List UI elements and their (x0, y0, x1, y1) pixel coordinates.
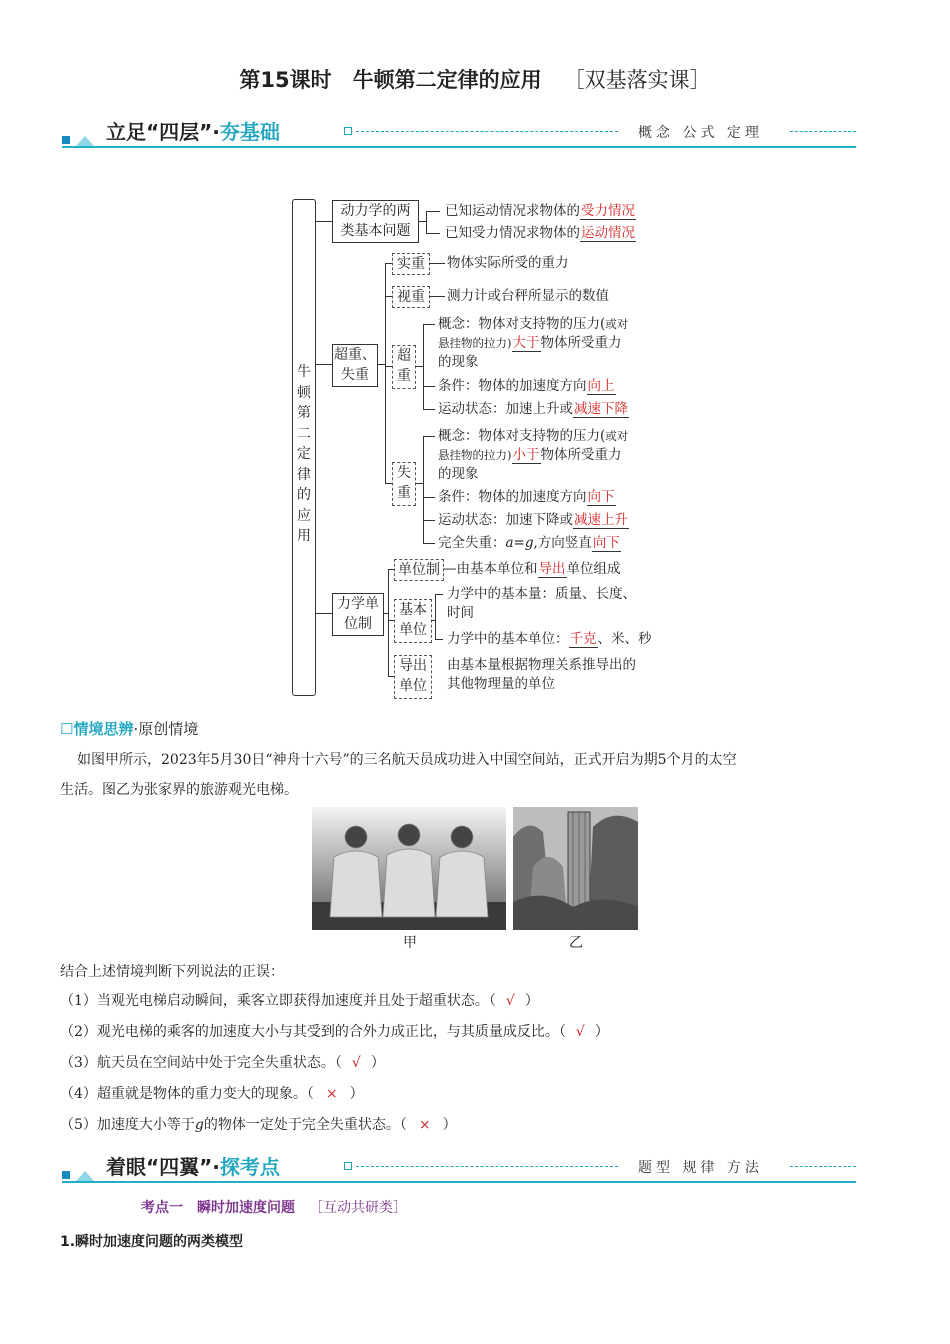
judge-item-4: （4）超重就是物体的重力变大的现象。（ × ） (60, 1086, 364, 1102)
connector (435, 594, 436, 639)
title-tag: ［双基落实课］ (563, 68, 711, 92)
connector (435, 594, 443, 595)
section-underline (62, 146, 856, 148)
dashed-divider (356, 1166, 618, 1167)
subheading: 1.瞬时加速度问题的两类模型 (60, 1234, 244, 1250)
connector (429, 263, 445, 264)
basic-units: 力学中的基本单位：千克、米、秒 (447, 631, 652, 647)
exam-point-title: 考点一 瞬时加速度问题 ［互动共研类］ (141, 1200, 407, 1216)
basic-quantities: 力学中的基本量：质量、长度、 (447, 586, 636, 602)
photo-astronauts (312, 807, 506, 930)
connector (426, 233, 440, 234)
overweight-condition: 条件：物体的加速度方向向上 (438, 378, 615, 394)
node-basic-unit: 基本 单位 (394, 599, 432, 643)
overweight-concept-3: 的现象 (438, 354, 479, 370)
connector (423, 543, 435, 544)
node-derived-unit: 导出 单位 (394, 655, 432, 699)
scenario-paragraph: 如图甲所示，2023年5月30日“神舟十六号”的三名航天员成功进入中国空间站，正式开启为期5个月的太空 (77, 752, 737, 768)
derived-desc-2: 其他物理量的单位 (447, 676, 555, 692)
root-label: 牛 顿 第 二 定 律 的 应 用 (297, 364, 311, 544)
node-overweight-sub: 超 重 (392, 345, 416, 389)
node-apparent-weight: 视重 (392, 286, 430, 308)
connector (377, 364, 385, 365)
title-main: 第15课时 牛顿第二定律的应用 (239, 68, 542, 92)
apparent-weight-desc: 测力计或台秤所显示的数值 (447, 288, 609, 304)
connector (423, 436, 435, 437)
connector (315, 613, 333, 614)
caption-b: 乙 (569, 935, 583, 951)
square-outline-icon (344, 1162, 352, 1170)
judge-item-5: （5）加速度大小等于g的物体一定处于完全失重状态。（ × ） (60, 1117, 457, 1133)
connector (423, 386, 435, 387)
connector (388, 569, 389, 676)
basic-quantities-2: 时间 (447, 605, 474, 621)
connector (415, 366, 423, 367)
connector (435, 639, 443, 640)
weightless-state: 运动状态：加速下降或减速上升 (438, 512, 628, 528)
overweight-concept: 概念：物体对支持物的压力(或对 (438, 316, 629, 332)
judge-prompt: 结合上述情境判断下列说法的正误： (60, 964, 284, 980)
weightless-concept: 概念：物体对支持物的压力(或对 (438, 428, 629, 444)
connector (423, 409, 435, 410)
node-unit-system: 单位制 (394, 559, 444, 581)
section-header-basics (62, 118, 856, 148)
triangle-icon (76, 1171, 94, 1181)
overweight-concept-2: 悬挂物的拉力)大于物体所受重力 (438, 335, 622, 351)
connector (426, 211, 440, 212)
judge-item-2: （2）观光电梯的乘客的加速度大小与其受到的合外力成正比，与其质量成反比。（ √ ） (60, 1024, 609, 1040)
dyn-case-2: 已知受力情况求物体的运动情况 (445, 225, 635, 241)
dashed-divider (356, 131, 618, 132)
section-keywords: 概念 公式 定理 (638, 125, 763, 141)
derived-desc: 由基本量根据物理关系推导出的 (447, 657, 636, 673)
dashed-divider (790, 131, 856, 132)
scenario-paragraph-2: 生活。图乙为张家界的旅游观光电梯。 (60, 782, 298, 798)
section-underline (62, 1181, 856, 1183)
complete-weightless: 完全失重：a=g,方向竖直向下 (438, 535, 620, 551)
connector (423, 324, 435, 325)
node-actual-weight: 实重 (392, 253, 430, 275)
section-title: 着眼“四翼”·探考点 (106, 1155, 280, 1179)
page-title (0, 64, 950, 94)
unit-system-desc: —由基本单位和导出单位组成 (443, 561, 621, 577)
judge-item-1: （1）当观光电梯启动瞬间，乘客立即获得加速度并且处于超重状态。（ √ ） (60, 993, 539, 1009)
actual-weight-desc: 物体实际所受的重力 (447, 255, 569, 271)
connector (418, 221, 426, 222)
connector (315, 364, 333, 365)
node-dynamics: 动力学的两 类基本问题 (332, 200, 419, 243)
connector (423, 324, 424, 409)
photo-elevator (513, 807, 638, 930)
judge-item-3: （3）航天员在空间站中处于完全失重状态。（ √ ） (60, 1055, 385, 1071)
scenario-heading: ☐情境思辨·原创情境 (60, 720, 199, 738)
connector (315, 221, 333, 222)
overweight-state: 运动状态：加速上升或减速下降 (438, 401, 628, 417)
square-icon (62, 1171, 70, 1179)
caption-a: 甲 (403, 935, 417, 951)
weightless-condition: 条件：物体的加速度方向向下 (438, 489, 615, 505)
section-header-exam-points (62, 1153, 856, 1183)
connector (429, 296, 445, 297)
connector (423, 497, 435, 498)
connector (426, 211, 427, 233)
section-title: 立足“四层”·夯基础 (106, 120, 280, 144)
connector (423, 520, 435, 521)
dyn-case-1: 已知运动情况求物体的受力情况 (445, 203, 635, 219)
square-icon (62, 136, 70, 144)
dashed-divider (790, 1166, 856, 1167)
node-units: 力学单 位制 (332, 593, 384, 636)
section-keywords: 题型 规律 方法 (638, 1160, 763, 1176)
node-overweight: 超重、 失重 (332, 344, 378, 387)
connector (423, 436, 424, 543)
connector (415, 483, 423, 484)
weightless-concept-3: 的现象 (438, 466, 479, 482)
triangle-icon (76, 136, 94, 146)
square-outline-icon (344, 127, 352, 135)
weightless-concept-2: 悬挂物的拉力)小于物体所受重力 (438, 447, 622, 463)
node-weightless-sub: 失 重 (392, 462, 416, 506)
